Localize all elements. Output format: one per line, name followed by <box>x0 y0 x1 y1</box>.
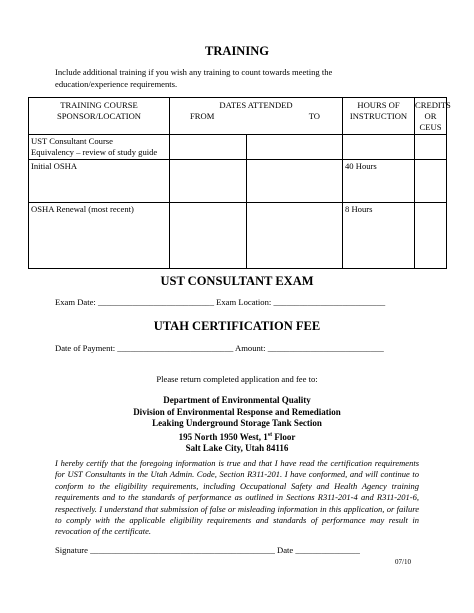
payment-date-field[interactable]: ___________________________ <box>117 343 234 353</box>
table-row <box>29 135 447 160</box>
address-line2: Division of Environmental Response and Remediation <box>133 406 341 417</box>
from-cell[interactable] <box>170 135 247 160</box>
to-header: TO <box>308 111 320 121</box>
to-cell[interactable] <box>247 135 343 160</box>
course-cell[interactable]: OSHA Renewal (most recent) <box>29 203 170 269</box>
training-instructions-line2: education/experience requirements. <box>55 78 178 89</box>
credits-cell[interactable] <box>415 203 447 269</box>
address-line4: 195 North 1950 West, 1st Floor <box>178 431 296 442</box>
exam-date-field[interactable]: ___________________________ <box>97 297 214 307</box>
address-line5: Salt Lake City, Utah 84116 <box>185 443 289 453</box>
signature-label: Signature <box>55 545 88 555</box>
exam-location-label: Exam Location: <box>216 297 272 307</box>
to-cell[interactable] <box>247 160 343 203</box>
signature-row <box>55 545 360 555</box>
from-cell[interactable] <box>170 203 247 269</box>
signature-field[interactable]: ___________________________________________ <box>90 545 275 555</box>
signature-date-field[interactable]: _______________ <box>295 545 360 555</box>
mailing-address <box>0 395 474 455</box>
course-cell[interactable]: Initial OSHA <box>29 160 170 203</box>
dates-header: DATES ATTENDED FROM TO <box>170 98 343 135</box>
return-instruction: Please return completed application and fee to: <box>156 374 318 384</box>
exam-title: UST CONSULTANT EXAM <box>160 274 314 288</box>
credits-cell[interactable] <box>415 135 447 160</box>
fee-title: UTAH CERTIFICATION FEE <box>153 319 321 333</box>
signature-date-label: Date <box>277 545 294 555</box>
table-row <box>29 203 447 269</box>
exam-row <box>55 297 385 307</box>
address-line1: Department of Environmental Quality <box>163 395 311 405</box>
from-cell[interactable] <box>170 160 247 203</box>
amount-label: Amount: <box>235 343 266 353</box>
hours-cell[interactable]: 8 Hours <box>343 203 415 269</box>
training-title: TRAINING <box>205 44 269 58</box>
training-instructions <box>55 67 435 90</box>
amount-field[interactable]: ___________________________ <box>267 343 384 353</box>
credits-cell[interactable] <box>415 160 447 203</box>
training-instructions-line1: Include additional training if you wish any training to count towards meeting the <box>55 67 333 77</box>
hours-cell[interactable] <box>343 135 415 160</box>
fee-row <box>55 343 384 353</box>
certification-statement: I hereby certify that the foregoing information is true and that I have read the certification requirements for UST Consultants in the Utah Admin. Code, Section R311-201. I have conformed, and will continue to conform to the eligibility requirements, including Occupational Safety and Health Agency training requirements and to the standards of performance as outlined in Sections R311-201-4 and R311-201-6, respectively. I understand that submission of false or misleading information in this application, or failure to comply with the applicable eligibility requirements and standards of performance may result in revocation of the certificate. <box>55 458 419 537</box>
table-row <box>29 160 447 203</box>
to-cell[interactable] <box>247 203 343 269</box>
hours-header: HOURS OF INSTRUCTION <box>343 98 415 135</box>
address-line3: Leaking Underground Storage Tank Section <box>152 418 322 428</box>
credits-header: CREDITS OR CEUS <box>415 98 447 135</box>
training-table <box>28 97 451 269</box>
exam-date-label: Exam Date: <box>55 297 96 307</box>
payment-date-label: Date of Payment: <box>55 343 116 353</box>
form-revision-code: 07/10 <box>395 558 411 566</box>
hours-cell[interactable]: 40 Hours <box>343 160 415 203</box>
training-table-header <box>29 98 447 135</box>
course-cell[interactable]: UST Consultant Course Equivalency – review of study guide <box>29 135 170 160</box>
course-header: TRAINING COURSE SPONSOR/LOCATION <box>29 98 170 135</box>
from-header: FROM <box>190 111 215 121</box>
exam-location-field[interactable]: __________________________ <box>273 297 386 307</box>
